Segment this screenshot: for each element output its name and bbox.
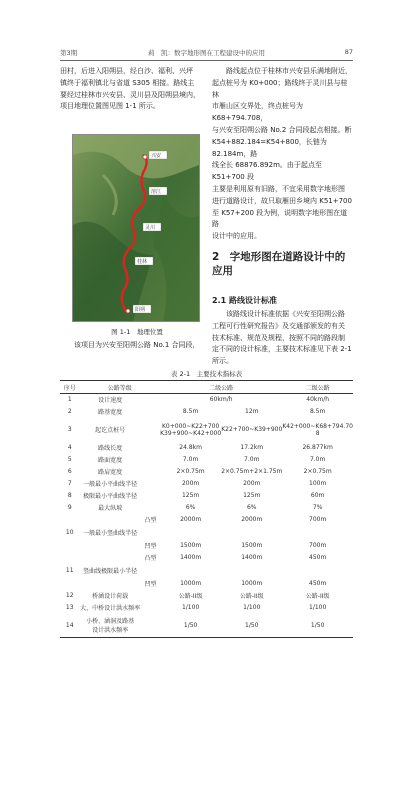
map-label: 桂林 (137, 259, 148, 265)
table-cell (60, 540, 79, 552)
table-cell (141, 442, 160, 454)
table-cell: 设计速度 (98, 397, 123, 405)
table-cell: 700m (309, 542, 327, 549)
section-heading: 2 字地形图在道路设计中的应用 (212, 251, 346, 277)
table-cell: 1400m (241, 554, 263, 561)
table-row (60, 552, 353, 564)
table-cell: 1/50 (160, 614, 221, 638)
table-cell: 公路-II级 (305, 593, 330, 600)
text-line: 所示。 (212, 357, 233, 366)
text-line: 主要是利用原有旧路，不宜采用数字地形图 (212, 184, 345, 193)
table-cell: 1/100 (309, 604, 327, 611)
table-cell: 2000m (180, 516, 202, 523)
table-cell: 1 (67, 396, 72, 404)
table-cell: 6% (246, 504, 257, 511)
table-cell (79, 514, 140, 526)
table-cell: 1/100 (243, 604, 261, 611)
table-cell (141, 418, 160, 442)
technical-standards-table (60, 380, 353, 638)
table-row (60, 466, 353, 478)
header-cell: 二级公路 (282, 381, 353, 394)
text-line: 市雁山区交界处，终点桩号为 K68+794.708， (212, 102, 303, 123)
location-map (72, 134, 200, 322)
table-cell: 一般最小竖曲线半径 (83, 530, 138, 537)
header-cell: 序号 (60, 381, 79, 394)
table-cell (221, 564, 282, 578)
table-cell: 7.0m (244, 456, 260, 463)
table-cell (141, 406, 160, 418)
table-cell (221, 526, 282, 540)
table-cell: 8.5m (182, 408, 199, 415)
table-header-row (60, 381, 353, 394)
text-line: 工程可行性研究报告》及交通部颁发的有关 (212, 321, 345, 330)
table-row (60, 490, 353, 502)
table-cell: 凸型 (144, 517, 157, 524)
table-cell (141, 466, 160, 478)
table-cell (141, 564, 160, 578)
table-cell: 7.0m (309, 456, 326, 463)
table-row (60, 578, 353, 590)
table-cell: 14 (60, 614, 79, 638)
table-cell: 大、中桥设计洪水频率 (80, 605, 141, 612)
table-cell: 6 (67, 468, 72, 475)
text-line: 与兴安至阳朔公路 No.2 合同段起点相接。断 (212, 125, 352, 134)
table-cell: 凸型 (144, 555, 157, 562)
table-row (60, 406, 353, 418)
table-cell: 12 (65, 592, 74, 599)
text-line: 设计中的应用。 (212, 232, 261, 241)
table-cell (60, 552, 79, 564)
table-row (60, 590, 353, 602)
table-row (60, 540, 353, 552)
table-cell (141, 526, 160, 540)
text-line: 进行道路设计，故只取雁田乡境内 K51+700 (212, 196, 352, 205)
table-cell (141, 614, 160, 638)
header-rule (60, 60, 353, 61)
table-cell: 24.8km (179, 444, 202, 451)
table-cell: 8 (67, 492, 72, 499)
table-cell (141, 502, 160, 514)
figure-caption: 图 1-1 地理位置 (111, 328, 163, 336)
table-cell (160, 526, 221, 540)
table-cell: 路线长度 (98, 445, 123, 452)
table-cell: 2 (67, 408, 72, 415)
table-cell: 1/100 (181, 604, 200, 611)
table-cell: 9 (67, 504, 72, 511)
satellite-map-image (73, 135, 199, 321)
table-cell: 凹型 (144, 581, 157, 588)
table-cell: 450m (309, 554, 327, 561)
table-cell: 10 (65, 529, 74, 536)
text-line: 要经过桂林市兴安县、灵川县及阳朔县境内， (60, 90, 200, 99)
table-cell: 60km/h (209, 396, 233, 404)
text-line: 技术标准、规范及规程，按照不同的路段制 (212, 333, 345, 342)
table-cell: 125m (243, 492, 261, 499)
table-cell: 200m (181, 480, 200, 487)
table-cell: 26.877km (302, 444, 333, 451)
table-cell: 5 (67, 456, 72, 463)
table-cell: 起讫点桩号 (95, 427, 126, 434)
table-row (60, 502, 353, 514)
table-row (60, 394, 353, 406)
table-cell (79, 552, 140, 564)
table-cell (282, 526, 353, 540)
right-column-text (212, 66, 352, 243)
table-cell: 1000m (180, 580, 202, 587)
table-cell: 7 (67, 480, 72, 487)
running-header (60, 48, 353, 60)
table-cell: 450m (309, 580, 327, 587)
table-cell: 一般最小平曲线半径 (83, 481, 138, 488)
table-body (60, 394, 353, 638)
text-line: 线全长 68876.892m。由于起点至 K51+700 段 (212, 161, 322, 182)
table-cell: 4 (67, 444, 72, 451)
table-cell: 700m (309, 516, 327, 523)
table-row (60, 564, 353, 578)
table-cell: 7% (312, 504, 323, 511)
text-line: K54+882.184=K54+800，长链为 82.184m，路 (212, 137, 327, 158)
table-cell: 2000m (241, 516, 263, 523)
map-label: 灵川 (145, 225, 156, 231)
table-cell: 7.0m (182, 456, 199, 463)
table-cell: 125m (181, 492, 200, 499)
table-row (60, 602, 353, 614)
table-cell (160, 564, 221, 578)
table-cell: 13 (65, 604, 74, 611)
table-cell: 200m (243, 480, 261, 487)
table-row (60, 526, 353, 540)
table-row (60, 454, 353, 466)
map-label: 兴安 (151, 153, 162, 159)
text-line: 路线起点位于桂林市兴安县乐满地附近， (212, 67, 352, 75)
table-row (60, 478, 353, 490)
table-cell: 桥涵设计荷载 (92, 593, 129, 600)
table-cell: 12m (245, 408, 259, 415)
table-cell: 1400m (180, 554, 202, 561)
text-line: 至 K57+200 段为例，说明数字地形图在道路 (212, 208, 348, 229)
table-cell: 40km/h (306, 396, 330, 404)
left-column-text (60, 66, 210, 113)
section-text (212, 309, 352, 368)
header-cell: 二级公路 (160, 381, 282, 394)
table-cell: 1000m (241, 580, 263, 587)
table-cell: 1/50 (221, 614, 282, 638)
table-row (60, 514, 353, 526)
table-cell: 8.5m (309, 408, 326, 415)
table-cell (60, 578, 79, 590)
table-cell: 11 (65, 567, 74, 574)
table-cell (79, 540, 140, 552)
table-cell: 路肩宽度 (98, 469, 123, 476)
table-cell (141, 394, 160, 406)
table-cell: 2×0.75m (176, 468, 205, 475)
table-cell: 2×0.75m (303, 468, 332, 475)
table-cell (79, 578, 140, 590)
table-cell: 3 (67, 426, 72, 433)
table-cell: K42+000~K68+794.70 8 (282, 422, 353, 437)
map-label: 阳朔 (135, 307, 146, 313)
table-cell (141, 490, 160, 502)
table-cell: K22+700~K39+900 (221, 426, 283, 433)
table-caption: 表 2-1 主要技术指标表 (170, 370, 243, 378)
text-line: 定不同的设计标准，主要技术标准见下表 2-1 (212, 345, 352, 354)
table-cell: 凹型 (144, 543, 157, 550)
table-cell: K0+000~K22+700 K39+900~K42+000 (160, 422, 222, 437)
text-line: 镇终于福利镇北与省道 S305 相接。路线主 (60, 78, 195, 87)
table-cell: 1/50 (282, 614, 353, 638)
table-cell (141, 454, 160, 466)
table-cell: 公路-II级 (239, 593, 264, 600)
text-line: 该路线设计标准依据《兴安至阳朔公路 (212, 310, 345, 318)
table-cell: 1500m (241, 542, 263, 549)
running-title: 莉 凯：数字地形图在工程建设中的应用 (148, 49, 265, 57)
text-line: 起点桩号为 K0+000；路线终于灵川县与桂林 (212, 78, 348, 99)
table-cell (60, 514, 79, 526)
table-cell: 最大纵坡 (98, 505, 123, 512)
table-cell: 竖曲线极限最小半径 (83, 568, 138, 575)
header-cell: 公路等级 (79, 381, 160, 394)
table-cell: 2×0.75m+2×1.75m (221, 468, 283, 475)
table-row (60, 418, 353, 442)
subsection-heading: 2.1 路线设计标准 (212, 296, 277, 305)
issue-number: 第3期 (60, 49, 78, 57)
table-cell: 极限最小平曲线半径 (83, 493, 138, 500)
table-row (60, 614, 353, 638)
table-cell: 1500m (180, 542, 202, 549)
table-cell: 路基宽度 (98, 409, 123, 416)
table-cell: 小桥、涵洞及路基 设计洪水频率 (79, 614, 140, 638)
table-cell (141, 590, 160, 602)
table-cell (282, 564, 353, 578)
table-cell: 公路-II级 (178, 593, 203, 600)
table-cell: 6% (185, 504, 196, 511)
table-cell: 路面宽度 (98, 457, 123, 464)
table-row (60, 442, 353, 454)
text-line: 田村，后进入阳朔县，经白沙、福利、兴坪 (60, 67, 193, 75)
page-number: 87 (344, 48, 353, 56)
text-line: 项目地理位置图见图 1-1 所示。 (60, 102, 160, 111)
map-label: 溶江 (151, 189, 162, 195)
table-cell: 60m (310, 492, 325, 499)
table-cell (141, 602, 160, 614)
table-cell: 17.2km (240, 444, 264, 451)
figure-following-text: 该项目为兴安至阳朔公路 No.1 合同段， (74, 341, 200, 349)
table-cell: 100m (309, 480, 327, 487)
table-cell (141, 478, 160, 490)
